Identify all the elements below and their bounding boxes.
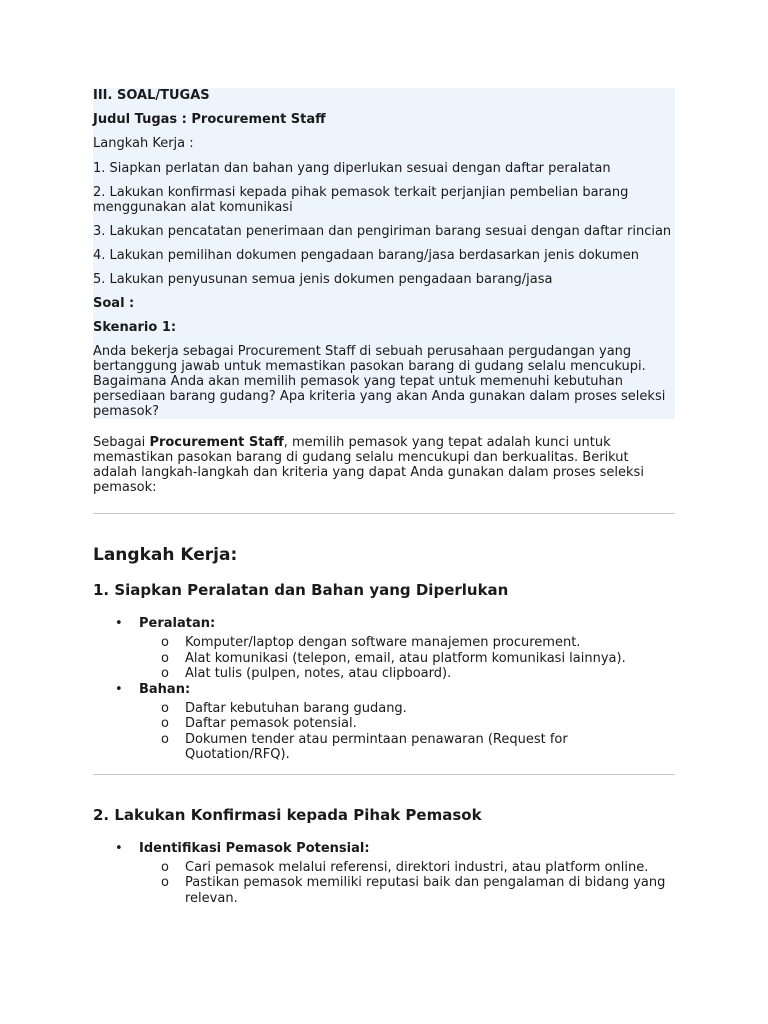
sub-list: [139, 860, 675, 907]
group-label: Peralatan:: [139, 616, 216, 631]
intro-suffix: , memilih pemasok yang tepat adalah kunci untuk memastikan pasokan barang di gudang selalu mencukupi dan berkualitas. Berikut adalah langkah-langkah dan kriteria yang dapat Anda gunakan dalam proses seleksi pemasok:: [93, 435, 644, 495]
list-item: [93, 616, 675, 682]
step-item: 1. Siapkan perlatan dan bahan yang diperlukan sesuai dengan daftar peralatan: [93, 161, 611, 176]
sub-bullet: o: [161, 650, 169, 666]
section2-title: 2. Lakukan Konfirmasi kepada Pihak Pemasok: [93, 805, 482, 824]
bullet: •: [115, 616, 123, 631]
bullet: •: [115, 681, 123, 697]
group-label: Bahan:: [139, 681, 191, 697]
section-title: III. SOAL/TUGAS: [93, 88, 210, 103]
step-item: 2. Lakukan konfirmasi kepada pihak pemasok terkait perjanjian pembelian barang menggunakan alat komunikasi: [93, 185, 629, 215]
section1-list: [93, 616, 675, 763]
sub-bullet: o: [161, 859, 169, 875]
sub-item-text: Pastikan pemasok memiliki reputasi baik dan pengalaman di bidang yang relevan.: [185, 875, 666, 906]
sub-list-item: [139, 860, 675, 876]
sub-list-item: [139, 875, 675, 906]
sub-list: [139, 701, 675, 763]
sub-item-text: Alat komunikasi (telepon, email, atau platform komunikasi lainnya).: [185, 650, 626, 666]
sub-list-item: [139, 701, 675, 717]
intro-prefix: Sebagai: [93, 435, 150, 450]
bullet: •: [115, 840, 123, 856]
intro-bold: Procurement Staff: [149, 435, 284, 450]
list-item: [93, 682, 675, 763]
sub-list-item: [139, 716, 675, 732]
question-box: [93, 88, 675, 419]
sub-item-text: Daftar pemasok potensial.: [185, 716, 357, 731]
sub-list-item: [139, 666, 675, 682]
sub-list-item: [139, 651, 675, 667]
step-item: 4. Lakukan pemilihan dokumen pengadaan barang/jasa berdasarkan jenis dokumen: [93, 248, 639, 263]
sub-list: [139, 635, 675, 682]
job-title: Judul Tugas : Procurement Staff: [93, 112, 326, 127]
sub-list-item: [139, 635, 675, 651]
sub-list-item: [139, 732, 675, 763]
sub-item-text: Daftar kebutuhan barang gudang.: [185, 700, 407, 716]
sub-bullet: o: [161, 700, 169, 716]
step-item: 5. Lakukan penyusunan semua jenis dokumen pengadaan barang/jasa: [93, 272, 553, 287]
steps-label: Langkah Kerja :: [93, 136, 194, 151]
group-label: Identifikasi Pemasok Potensial:: [139, 840, 370, 856]
sub-item-text: Cari pemasok melalui referensi, direktori industri, atau platform online.: [185, 859, 649, 875]
section2-list: [93, 841, 675, 907]
sub-bullet: o: [161, 875, 169, 890]
document-page: [93, 88, 675, 906]
section1-title: 1. Siapkan Peralatan dan Bahan yang Diperlukan: [93, 581, 509, 599]
soal-label: Soal :: [93, 296, 135, 311]
sub-item-text: Alat tulis (pulpen, notes, atau clipboard).: [185, 666, 452, 681]
scenario-text: Anda bekerja sebagai Procurement Staff di sebuah perusahaan pergudangan yang bertanggung jawab untuk memastikan pasokan barang di gudang selalu mencukupi. Bagaimana Anda akan memilih pemasok yang tepat untuk memenuhi kebutuhan persediaan barang gudang? Apa kriteria yang akan Anda gunakan dalam proses seleksi pemasok?: [93, 344, 666, 419]
sub-item-text: Komputer/laptop dengan software manajemen procurement.: [185, 635, 581, 650]
sub-bullet: o: [161, 635, 169, 650]
divider: [93, 513, 675, 514]
list-item: [93, 841, 675, 907]
answer-heading: Langkah Kerja:: [93, 545, 238, 565]
sub-bullet: o: [161, 731, 169, 747]
divider: [93, 774, 675, 775]
sub-bullet: o: [161, 666, 169, 681]
sub-bullet: o: [161, 716, 169, 731]
intro-paragraph: [93, 435, 675, 495]
scenario-label: Skenario 1:: [93, 320, 177, 335]
step-item: 3. Lakukan pencatatan penerimaan dan pengiriman barang sesuai dengan daftar rincian: [93, 224, 672, 239]
sub-item-text: Dokumen tender atau permintaan penawaran (Request for Quotation/RFQ).: [185, 731, 568, 762]
